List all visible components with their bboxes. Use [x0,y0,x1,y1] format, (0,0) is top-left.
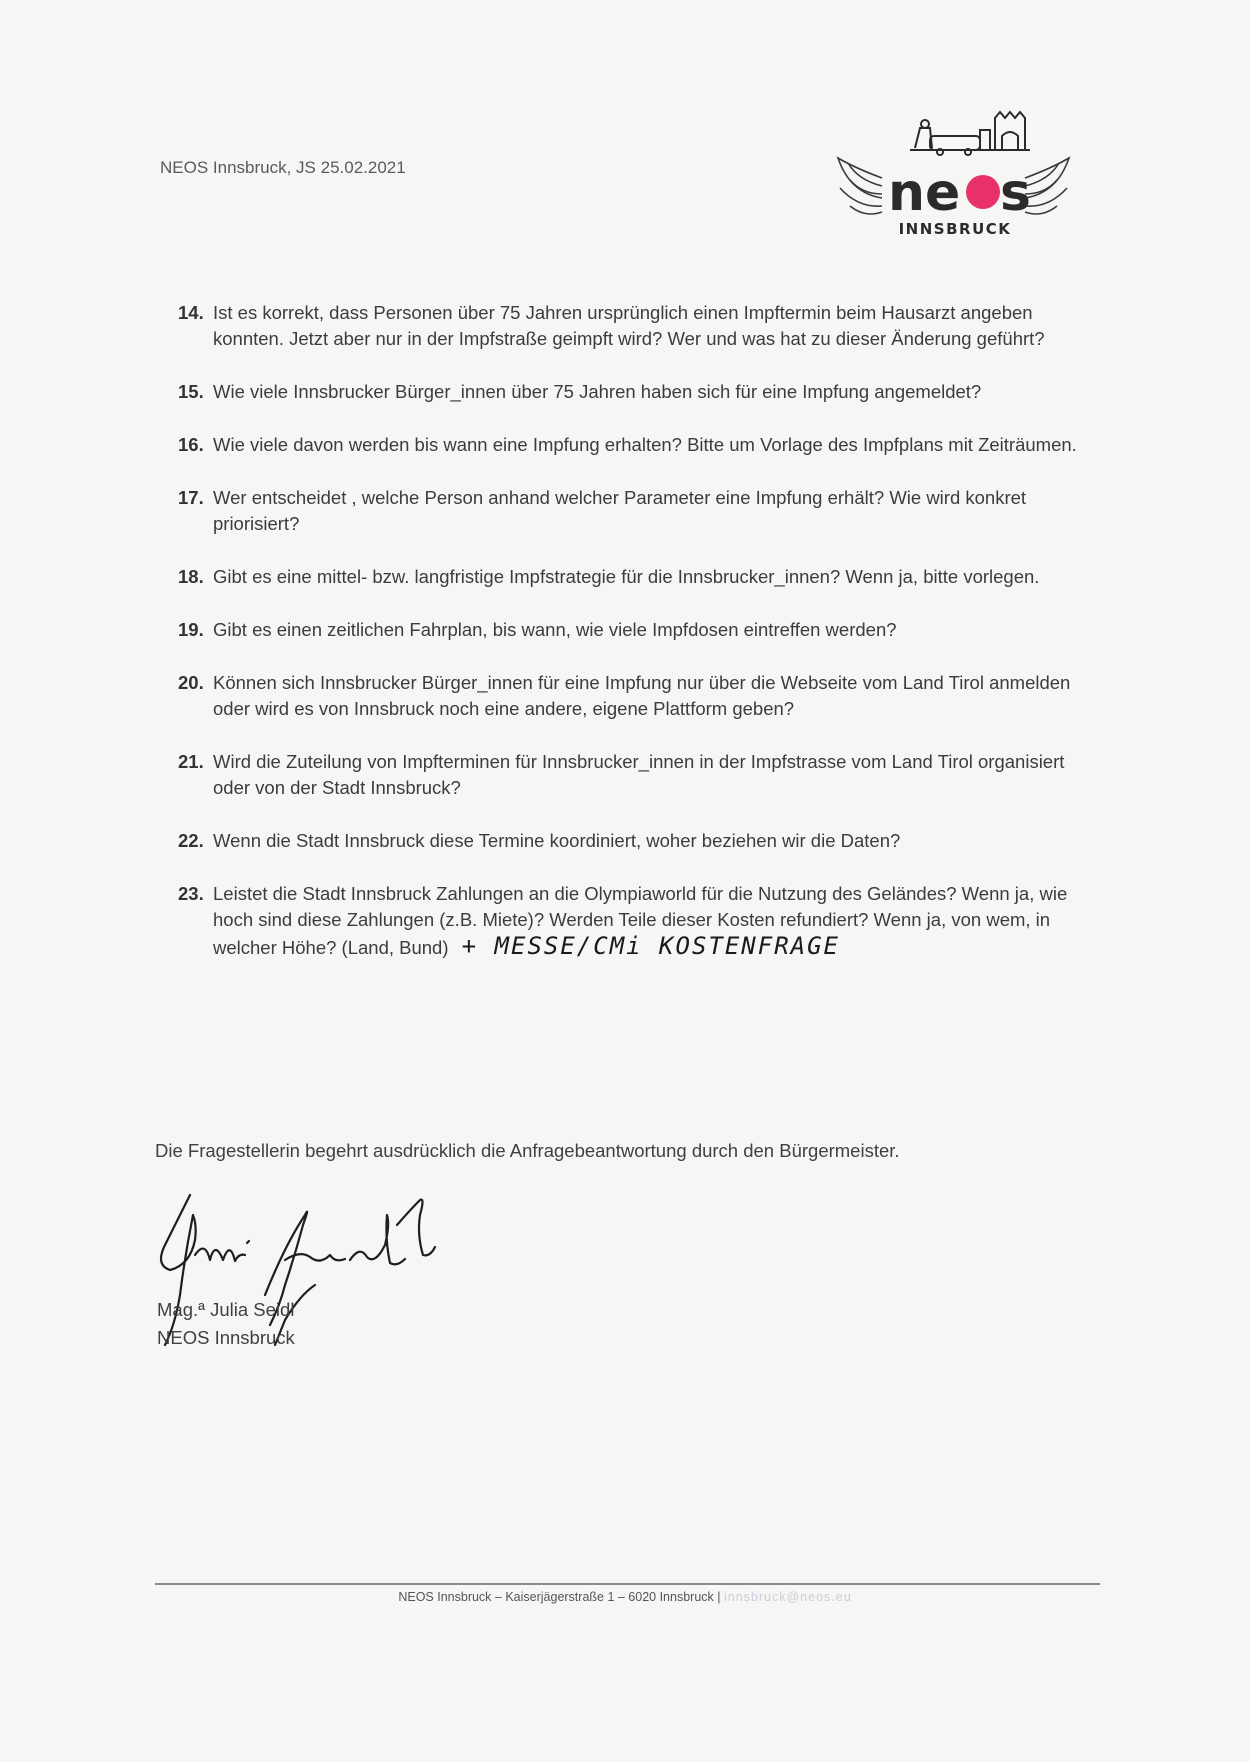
question-text: Können sich Innsbrucker Bürger_innen für eine Impfung nur über die Webseite vom Land Tirol anmelden oder wird es von Innsbruck noch eine andere, eigene Plattform geben? [213,672,1071,719]
neos-innsbruck-logo [820,108,1090,238]
question-text: Gibt es einen zeitlichen Fahrplan, bis wann, wie viele Impfdosen eintreffen werden? [213,619,897,640]
question-text: Wird die Zuteilung von Impfterminen für Innsbrucker_innen in der Impfstrasse vom Land Tirol organisiert oder von der Stadt Innsbruck? [213,751,1065,798]
question-text: Gibt es eine mittel- bzw. langfristige Impfstrategie für die Innsbrucker_innen? Wenn ja, bitte vorlegen. [213,566,1040,587]
question-number: 18. [178,566,204,587]
question-item-20 [178,670,1098,722]
question-item-23 [178,881,1098,961]
question-item-18 [178,564,1098,590]
signatory-name: Mag.ª Julia Seidl [157,1299,295,1320]
footer-address [0,1590,1250,1604]
question-item-19 [178,617,1098,643]
question-number: 19. [178,619,204,640]
question-item-15 [178,379,1098,405]
signatory-organization: NEOS Innsbruck [157,1327,295,1348]
question-text: Ist es korrekt, dass Personen über 75 Jahren ursprünglich einen Impftermin beim Hausarzt angeben konnten. Jetzt aber nur in der Impfstraße geimpft wird? Wer und was hat zu dieser Änderung geführt? [213,302,1045,349]
question-text: Wenn die Stadt Innsbruck diese Termine koordiniert, woher beziehen wir die Daten? [213,830,901,851]
footer-address-text: NEOS Innsbruck – Kaiserjägerstraße 1 – 6020 Innsbruck | [398,1590,724,1604]
svg-text:INNSBRUCK: INNSBRUCK [898,220,1012,238]
document-reference: NEOS Innsbruck, JS 25.02.2021 [160,158,406,177]
question-item-16 [178,432,1098,458]
question-list [178,300,1098,961]
question-item-17 [178,485,1098,537]
question-number: 16. [178,434,204,455]
signatory-block [157,1296,295,1352]
question-number: 17. [178,487,204,508]
question-text: Wer entscheidet , welche Person anhand welcher Parameter eine Impfung erhält? Wie wird konkret priorisiert? [213,487,1027,534]
question-number: 23. [178,883,204,904]
closing-statement: Die Fragestellerin begehrt ausdrücklich die Anfragebeantwortung durch den Bürgermeister. [155,1140,900,1161]
question-item-14 [178,300,1098,352]
question-item-21 [178,749,1098,801]
question-item-22 [178,828,1098,854]
question-text: Wie viele Innsbrucker Bürger_innen über 75 Jahren haben sich für eine Impfung angemeldet? [213,381,982,402]
question-text: Leistet die Stadt Innsbruck Zahlungen an die Olympiaworld für die Nutzung des Geländes? Wenn ja, wie hoch sind diese Zahlungen (z.B. Miete)? Werden Teile dieser Kosten refundiert? Wenn ja, von wem, in welcher Höhe? (Land, Bund) [213,883,1068,958]
question-number: 22. [178,830,204,851]
question-number: 21. [178,751,204,772]
svg-text:ne: ne [888,163,961,223]
question-text: Wie viele davon werden bis wann eine Impfung erhalten? Bitte um Vorlage des Impfplans mit Zeiträumen. [213,434,1077,455]
handwritten-annotation: + MESSE/CMi KOSTENFRAGE [461,932,840,960]
question-number: 14. [178,302,204,323]
footer-email-redacted: innsbruck@neos.eu [723,1590,852,1604]
footer-divider [155,1583,1100,1585]
svg-text:s: s [1000,163,1031,223]
question-number: 20. [178,672,204,693]
question-number: 15. [178,381,204,402]
